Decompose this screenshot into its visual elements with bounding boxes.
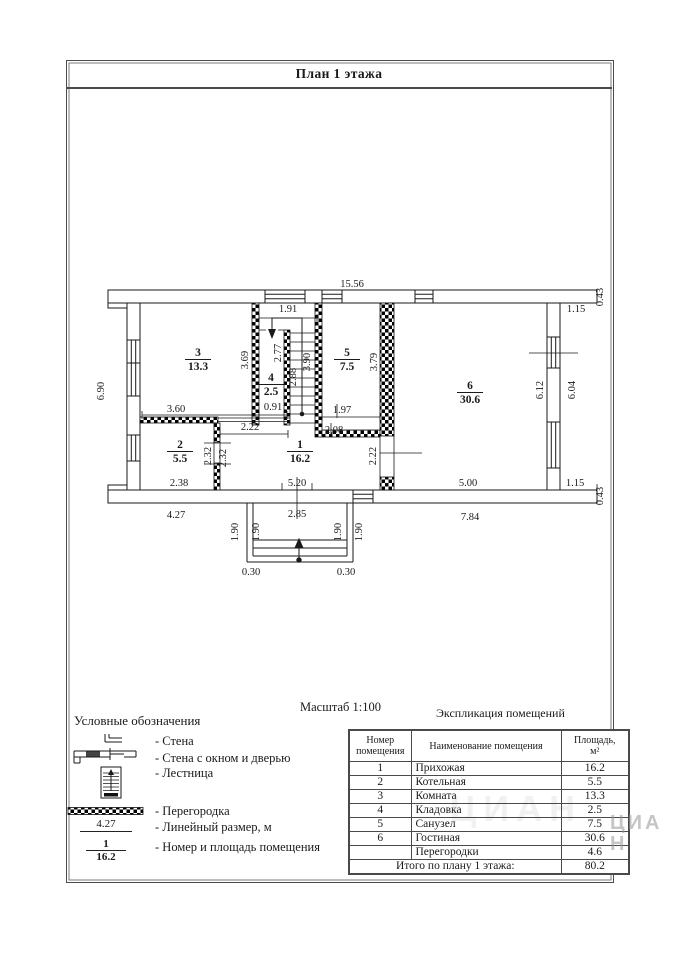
legend-title: Условные обозначения (74, 713, 201, 728)
dimension-label: 5.20 (287, 478, 307, 489)
dimension-label: 2.38 (169, 478, 189, 489)
dimension-labels (96, 279, 606, 578)
header-area-line2: м² (590, 746, 600, 757)
room-number: 5 (344, 347, 350, 359)
table-header-row (349, 730, 629, 762)
header-name: Наименование помещения (411, 730, 561, 762)
header-area-line1: Площадь, (574, 735, 616, 746)
cell-room-area: 2.5 (561, 804, 629, 818)
dimension-label: 2.32 (203, 446, 214, 466)
dimension-label: 1.15 (566, 304, 586, 315)
room-area-icon (86, 838, 126, 864)
watermark-table: ЦИАН (450, 788, 583, 829)
cell-room-name: Комната (411, 790, 561, 804)
dimension-label: 2.85 (287, 509, 307, 520)
sample-room-area: 16.2 (96, 851, 116, 863)
room-area: 13.3 (187, 361, 209, 373)
dimension-label: 1.90 (333, 522, 344, 542)
room-number: 4 (268, 372, 274, 384)
dimension-label: 6.12 (535, 380, 546, 400)
total-label: Итого по плану 1 этажа: (349, 860, 561, 875)
windows (127, 290, 560, 503)
cell-room-number: 1 (349, 762, 411, 776)
header-area (561, 730, 629, 762)
legend-label-wall: - Стена (155, 734, 194, 748)
room-area: 30.6 (459, 394, 481, 406)
dimension-label: 15.56 (340, 279, 364, 290)
dimension-label: 2.22 (368, 446, 379, 466)
linear-dim-icon: 4.27 (80, 818, 132, 832)
table-row (349, 762, 629, 776)
legend-label-linear-dim: - Линейный размер, м (155, 820, 272, 834)
table-total-row (349, 860, 629, 875)
dimension-label: 3.69 (240, 350, 251, 370)
dimension-label: 3.79 (369, 352, 380, 372)
cell-room-number (349, 846, 411, 860)
dimension-label: 5.00 (458, 478, 478, 489)
dimension-label: 1.97 (332, 405, 352, 416)
dimension-ticks (142, 314, 597, 519)
table-row (349, 846, 629, 860)
dimension-label: 6.90 (96, 381, 107, 401)
dimension-label: 1.15 (565, 478, 585, 489)
cell-room-area: 13.3 (561, 790, 629, 804)
sample-room-number: 1 (86, 838, 126, 851)
legend-label-wall-window-door: - Стена с окном и дверью (155, 751, 291, 765)
explication-title: Экспликация помещений (436, 706, 565, 720)
cell-room-name: Гостиная (411, 832, 561, 846)
cell-room-area: 7.5 (561, 818, 629, 832)
cell-room-name: Прихожая (411, 762, 561, 776)
cell-room-name: Перегородки (411, 846, 561, 860)
cell-room-name: Котельная (411, 776, 561, 790)
watermark-corner: ЦИАН (610, 812, 663, 855)
header-number: Номер помещения (349, 730, 411, 762)
room-number: 6 (467, 380, 473, 392)
scale-label: Масштаб 1:100 (300, 700, 381, 714)
cell-room-number: 4 (349, 804, 411, 818)
cell-room-number: 3 (349, 790, 411, 804)
dimension-label: 1.90 (354, 522, 365, 542)
dimension-label: 6.04 (567, 380, 578, 400)
room-number: 2 (177, 439, 183, 451)
dimension-label: 1.90 (230, 522, 241, 542)
stairs-icon (98, 765, 124, 807)
legend-label-stairs: - Лестница (155, 766, 214, 780)
dimension-label: 2.32 (218, 448, 229, 468)
cell-room-number: 6 (349, 832, 411, 846)
cell-room-name: Санузел (411, 818, 561, 832)
room-number: 3 (195, 347, 201, 359)
room-area: 7.5 (339, 361, 355, 373)
cell-room-name: Кладовка (411, 804, 561, 818)
dimension-label: 2.22 (240, 422, 260, 433)
total-value: 80.2 (561, 860, 629, 875)
dimension-label: 4.27 (166, 510, 186, 521)
dimension-label: 2.88 (288, 367, 299, 387)
dimension-label: 1.91 (278, 304, 298, 315)
outer-walls (108, 290, 597, 503)
dimension-label: 2.77 (273, 343, 284, 363)
cell-room-number: 5 (349, 818, 411, 832)
cell-room-area: 4.6 (561, 846, 629, 860)
cell-room-area: 30.6 (561, 832, 629, 846)
dimension-label: 0.43 (595, 486, 606, 506)
legend-label-partition: - Перегородка (155, 804, 230, 818)
dimension-label: 3.90 (302, 352, 313, 372)
dimension-label: 3.60 (166, 404, 186, 415)
dimension-label: 0.30 (241, 567, 261, 578)
cell-room-number: 2 (349, 776, 411, 790)
cell-room-area: 5.5 (561, 776, 629, 790)
dimension-label: 0.91 (263, 402, 283, 413)
stair-direction-arrow (268, 329, 276, 339)
dimension-label: 2,08 (324, 425, 344, 436)
page-title: План 1 этажа (295, 65, 383, 81)
cell-room-area: 16.2 (561, 762, 629, 776)
legend-label-room-area: - Номер и площадь помещения (155, 840, 320, 854)
dimension-label: 7.84 (460, 512, 480, 523)
room-number: 1 (297, 439, 303, 451)
room-area: 2.5 (263, 386, 279, 398)
dimension-label: 0.30 (336, 567, 356, 578)
dimension-label: 1.90 (251, 522, 262, 542)
table-row (349, 832, 629, 846)
room-area: 16.2 (289, 453, 311, 465)
room-area: 5.5 (172, 453, 188, 465)
dimension-label: 0.43 (595, 287, 606, 307)
